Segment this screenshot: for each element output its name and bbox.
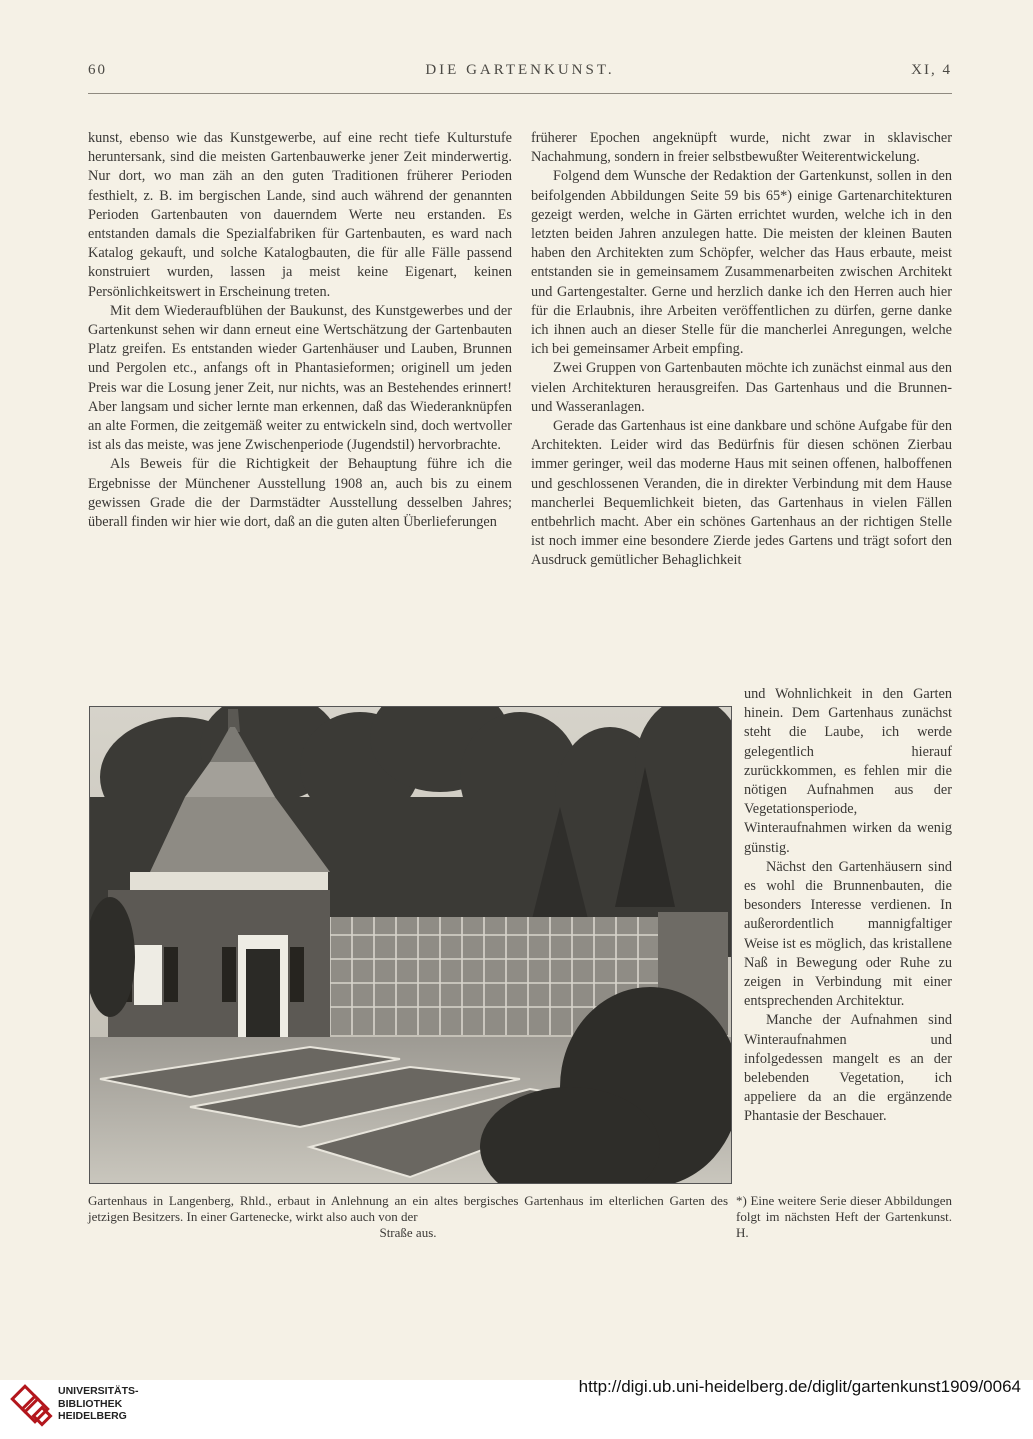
right-column bbox=[531, 129, 952, 571]
source-url-link[interactable]: http://digi.ub.uni-heidelberg.de/diglit/gartenkunst1909/0064 bbox=[578, 1377, 1021, 1396]
paragraph: Nächst den Gartenhäusern sind es wohl die Brunnenbauten, die besonders Interesse verdienen. In außerordentlich mannigfaltiger Weise ist es möglich, das kristallene Naß in Bewegung oder Ruhe zu zeigen in Verbindung mit einer entsprechenden Architektur. bbox=[744, 858, 952, 1010]
narrow-column bbox=[744, 685, 952, 1127]
figure-caption bbox=[88, 1193, 728, 1241]
paragraph: Mit dem Wiederaufblühen der Baukunst, des Kunstgewerbes und der Gartenkunst sehen wir dann erneut eine Wertschätzung der Gartenbauten Platz greifen. Es entstanden wieder Gartenhäuser und Lauben, Brunnen und Pergolen etc., anfangs oft in Phantasieformen; originell um jeden Preis war die Losung jener Zeit, nur nichts, was an Bestehendes erinnert! Aber langsam und sicher lernte man erkennen, daß das Wiederanknüpfen an alte Formen, die zeitgemäß weiter zu entwickeln sind, doch wertvoller ist als das meiste, was jene Zwischenperiode (Jugendstil) hervorbrachte. bbox=[88, 302, 512, 454]
library-logo-icon bbox=[10, 1384, 58, 1432]
caption-text: Gartenhaus in Langenberg, Rhld., erbaut in Anlehnung an ein altes bergisches Gartenhaus im elterlichen Garten des jetzigen Besitzers. In einer Gartenecke, wirkt also auch von der bbox=[88, 1193, 728, 1224]
left-column bbox=[88, 129, 512, 532]
paragraph: Folgend dem Wunsche der Redaktion der Gartenkunst, sollen in den beifolgenden Abbildungen Seite 59 bis 65*) einige Gartenarchitekturen gezeigt werden, welche in Gärten errichtet wurden, welche ich in den letzten beiden Jahren anzulegen hatte. Die meisten der kleinen Bauten haben den Architekten zum Schöpfer, welcher das Haus erbaute, meist entstanden sie in gemeinsamem Zusammenarbeiten zwischen Architekt und Gartengestalter. Gerne und herzlich danke ich den Herren auch hier für die Erlaubnis, ihre Arbeiten veröffentlichen zu dürfen, gerne danke ich ihnen auch an dieser Stelle für die mancherlei Anregungen, welche ich bei gemeinsamer Arbeit empfing. bbox=[531, 168, 952, 358]
journal-title: DIE GARTENKUNST. bbox=[425, 62, 615, 78]
volume-issue: XI, 4 bbox=[911, 62, 952, 78]
footnote: *) Eine weitere Serie dieser Abbildungen folgt im nächsten Heft der Gartenkunst. H. bbox=[736, 1193, 952, 1240]
library-line: HEIDELBERG bbox=[58, 1410, 127, 1422]
paragraph: Gerade das Gartenhaus ist eine dankbare und schöne Aufgabe für den Architekten. Leider wird das Bedürfnis für diesen schönen Zierbau immer geringer, weil das moderne Haus mit seinen offenen, halboffenen und geschlossenen Veranden, die in direkter Verbindung mit dem Hause mancherlei Bequemlichkeit bieten, das Gartenhaus in vielen Fällen entbehrlich macht. Aber ein schönes Gartenhaus an der richtigen Stelle ist noch immer eine besondere Zierde jedes Gartens und trägt sofort den Ausdruck gemütlicher Behaglichkeit bbox=[531, 418, 952, 569]
running-header bbox=[88, 62, 952, 86]
paragraph: Manche der Aufnahmen sind Winteraufnahmen und infolgedessen mangelt es an der belebenden Vegetation, ich appeliere da an die ergänzende Phantasie der Beschauer. bbox=[744, 1012, 952, 1125]
page-number: 60 bbox=[88, 62, 107, 78]
library-line: UNIVERSITÄTS- bbox=[58, 1385, 139, 1397]
library-line: BIBLIOTHEK bbox=[58, 1397, 123, 1410]
paragraph: kunst, ebenso wie das Kunstgewerbe, auf eine recht tiefe Kulturstufe heruntersank, sind die meisten Gartenbauwerke jener Zeit minderwertig. Nur dort, wo man zäh an den guten Traditionen früherer Perioden festhielt, z. B. im bergischen Lande, sind auch während der genannten Perioden Gartenbauten von dauerndem Werte neu erstanden. Es entstanden damals die Spezialfabriken für Gartenbauten, es ward nach Katalog gekauft, und solche Katalogbauten, die für alle Fälle passend konstruiert wurden, lassen ja meist keine Eigenart, keinen Persönlichkeitswert in Erscheinung treten. bbox=[88, 130, 512, 300]
header-rule bbox=[88, 93, 952, 94]
library-name bbox=[58, 1385, 139, 1423]
caption-last-line: Straße aus. bbox=[379, 1225, 437, 1240]
garden-house-photo bbox=[89, 706, 732, 1184]
paragraph: früherer Epochen angeknüpft wurde, nicht zwar in sklavischer Nachahmung, sondern in freier selbstbewußter Weiterentwickelung. bbox=[531, 130, 952, 166]
paragraph: Als Beweis für die Richtigkeit der Behauptung führe ich die Ergebnisse der Münchener Ausstellung 1908 an, auch bis zu einem gewissen Grade die der Darmstädter Ausstellung desselben Jahres; überall finden wir hier wie dort, daß an die guten alten Überlieferungen bbox=[88, 456, 512, 531]
paragraph: und Wohnlichkeit in den Garten hinein. Dem Gartenhaus zunächst steht die Laube, ich werde gelegentlich hierauf zurückkommen, es fehlen mir die nötigen Aufnahmen aus der Vegetationsperiode, Winteraufnahmen wirken da wenig günstig. bbox=[744, 686, 952, 856]
paragraph: Zwei Gruppen von Gartenbauten möchte ich zunächst einmal aus den vielen Architekturen herausgreifen. Das Gartenhaus und die Brunnen- und Wasseranlagen. bbox=[531, 360, 952, 415]
